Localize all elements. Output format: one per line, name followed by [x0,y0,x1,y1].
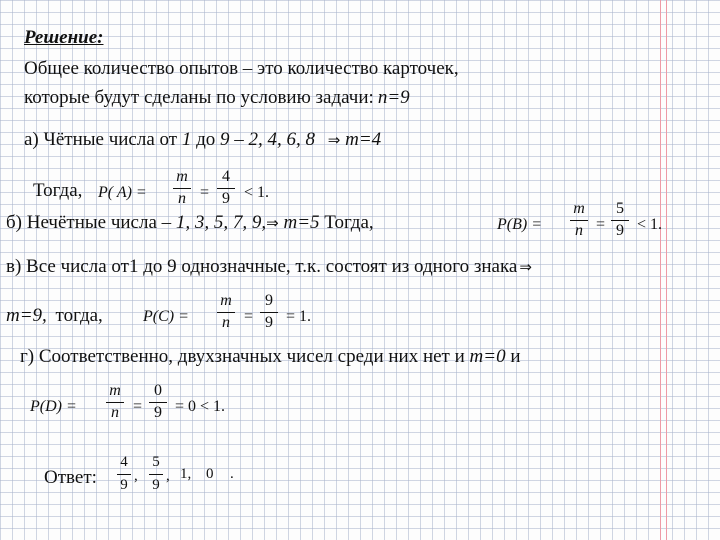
fraction-bar [260,312,278,313]
implies-arrow-icon: ⇒ [327,131,341,149]
implies-arrow-icon: ⇒ [519,258,532,276]
formula-p-d-num2: 0 [154,382,162,399]
fraction-bar [217,312,235,313]
part-d-text-b: и [505,346,521,367]
formula-p-d [30,382,260,426]
answer-values [116,452,256,500]
answer-value-4: 0 [206,466,214,482]
fraction-bar [117,474,131,475]
notebook-margin-line-2 [666,0,667,540]
answer-sep-1: , [134,468,138,484]
part-c-m-value: m=9, [6,305,47,326]
formula-p-c-eq: = [244,308,254,325]
part-b-label: б) Нечётные числа – [6,212,172,233]
fraction-bar [570,220,588,221]
answer-sep-2: , [166,468,170,484]
part-c-line-1 [6,256,532,278]
formula-p-a-den2: 9 [222,190,230,207]
part-a-then: Тогда, [33,180,83,201]
formula-p-b-den1: n [575,222,583,239]
formula-p-b-tail: < 1. [637,216,663,233]
part-d-line [20,346,521,368]
formula-p-b-num1: m [573,200,585,217]
implies-arrow-icon: ⇒ [266,214,279,232]
notebook-margin-line-1 [660,0,661,540]
fraction-bar [611,220,629,221]
fraction-bar [217,188,235,189]
formula-p-a-lhs: P( A) = [98,184,147,201]
formula-p-b-num2: 5 [616,200,624,217]
formula-p-a [98,168,288,212]
part-c-text: в) Все числа от1 до 9 однозначные, т.к. состоят из одного знака [6,256,518,277]
formula-p-a-num2: 4 [222,168,230,185]
part-b-m-value: m=5 [283,212,320,233]
formula-p-c-lhs: P(C) = [143,308,189,325]
formula-p-c-num2: 9 [265,292,273,309]
formula-p-b-eq: = [596,216,606,233]
part-a-label: а) Чётные числа от [24,129,182,150]
part-a-list: 9 – 2, 4, 6, 8 [220,129,316,150]
part-c-then: тогда, [55,305,103,326]
fraction-bar [106,402,124,403]
formula-p-b-lhs: P(B) = [497,216,542,233]
part-d-text-a: г) Соответственно, двухзначных чисел среди них нет и [20,346,470,367]
fraction-bar [173,188,191,189]
solution-heading: Решение: [24,27,104,48]
answer-end: . [230,466,234,482]
formula-p-d-lhs: P(D) = [30,398,77,415]
part-a-range: 1 [181,129,192,150]
part-d-m-value: m=0 [469,346,506,367]
formula-p-d-den2: 9 [154,404,162,421]
answer-value-3: 1, [180,466,192,482]
formula-p-c [143,292,333,336]
formula-p-a-eq: = [200,184,210,201]
answer-frac-1-den: 9 [120,477,128,493]
intro-line-2-text: которые будут сделаны по условию задачи: [24,87,374,108]
answer-frac-1-num: 4 [120,454,128,470]
answer-frac-2-num: 5 [152,454,160,470]
formula-p-c-num1: m [220,292,232,309]
part-c-line-2 [6,305,103,327]
formula-p-b-den2: 9 [616,222,624,239]
formula-p-d-num1: m [109,382,121,399]
formula-p-d-den1: n [111,404,119,421]
n-value: n=9 [377,87,410,108]
part-a-line [24,129,381,151]
part-a-m-value: m=4 [345,129,382,150]
formula-p-a-den1: n [178,190,186,207]
formula-p-d-tail: = 0 < 1. [175,398,226,415]
part-b-list: 1, 3, 5, 7, 9, [175,212,267,233]
part-b-then: Тогда, [324,212,374,233]
fraction-bar [149,402,167,403]
formula-p-b [497,200,677,244]
formula-p-a-num1: m [176,168,188,185]
formula-p-d-eq: = [133,398,143,415]
fraction-bar [149,474,163,475]
formula-p-c-den2: 9 [265,314,273,331]
intro-line-1: Общее количество опытов – это количество карточек, [24,58,459,79]
formula-p-c-den1: n [222,314,230,331]
formula-p-a-tail: < 1. [244,184,270,201]
formula-p-c-tail: = 1. [286,308,312,325]
part-b-line [6,212,374,234]
intro-line-2 [24,87,410,109]
answer-frac-2-den: 9 [152,477,160,493]
part-a-to: до [191,129,221,150]
answer-label: Ответ: [44,467,97,488]
